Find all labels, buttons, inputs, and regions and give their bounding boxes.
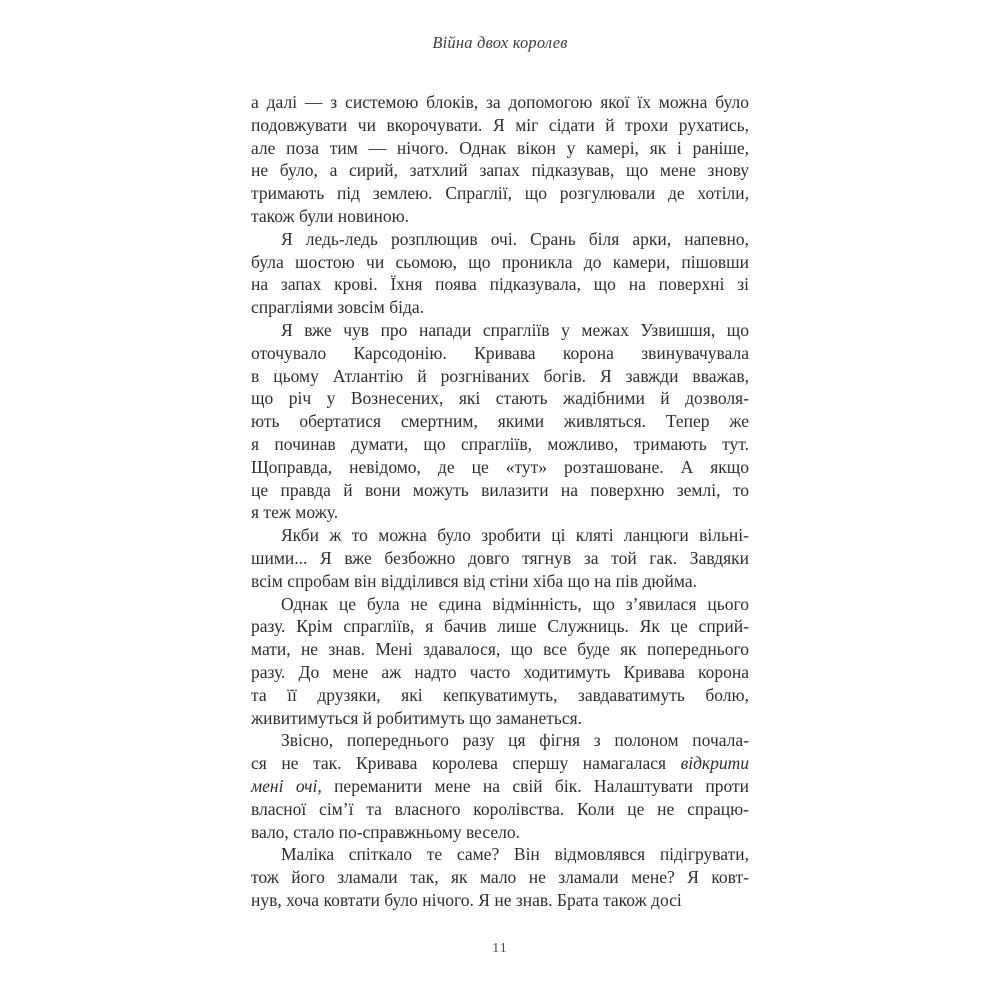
- text-line: спрагліями зовсім біда.: [251, 297, 425, 318]
- paragraph: [251, 319, 749, 524]
- text-line: в цьому Атлантію й розгніваних богів. Я завжди вважав,: [251, 365, 749, 386]
- text-line: але поза тим — нічого. Однак вікон у камері, як і раніше,: [251, 137, 749, 158]
- text-line: не було, а сирий, затхлий запах підказував, що мене знову: [251, 160, 749, 181]
- text-line: Якби ж то можна було зробити ці кляті ланцюги вільні-: [281, 525, 749, 546]
- paragraph: [251, 228, 749, 319]
- text-line: та її друзяки, які кепкуватимуть, завдаватимуть болю,: [251, 684, 749, 705]
- text-line: Я ледь-ледь розплющив очі. Срань біля арки, напевно,: [281, 228, 749, 249]
- text-line: це правда й вони можуть вилазити на поверхню землі, то: [251, 479, 749, 500]
- text-line: Однак це була не єдина відмінність, що з’явилася цього: [281, 593, 749, 614]
- text-line: тримають під землею. Спраглії, що розгулювали де хотіли,: [251, 183, 749, 204]
- text-line: шими... Я вже безбожно довго тягнув за той гак. Завдяки: [251, 547, 749, 568]
- text-line: ють обертатися смертним, якими живляться. Тепер же: [251, 411, 749, 432]
- paragraph: [251, 91, 749, 228]
- text-line: Я вже чув про напади спрагліїв у межах Узвишшя, що: [281, 319, 749, 340]
- text-line: я теж можу.: [251, 502, 339, 523]
- text-line: вало, стало по-справжньому весело.: [251, 821, 520, 842]
- text-line: мені очі, переманити мене на свій бік. Налаштувати проти: [251, 775, 749, 796]
- text-line: власної сім’ї та власного королівства. Коли це не спрацю-: [251, 798, 749, 819]
- paragraph: [251, 843, 749, 911]
- text-line: Маліка спіткало те саме? Він відмовлявся підігрувати,: [281, 844, 749, 865]
- page-number: 11: [492, 941, 508, 956]
- text-line: була шостою чи сьомою, що проникла до камери, пішовши: [251, 251, 749, 272]
- text-line: подовжувати чи вкорочувати. Я міг сідати й трохи рухатись,: [251, 114, 749, 135]
- text-line: ся не так. Кривава королева спершу намагалася відкрити: [251, 753, 749, 774]
- text-line: що річ у Вознесених, які стають жадібними й дозволя-: [251, 388, 749, 409]
- text-line: тож його зламали так, як мало не зламали мене? Я ковт-: [251, 867, 749, 888]
- text-line: мати, не знав. Мені здавалося, що все буде як попереднього: [251, 639, 749, 660]
- text-line: разу. До мене аж надто часто ходитимуть Кривава корона: [251, 661, 749, 682]
- text-line: живитимуться й робитимуть що заманеться.: [251, 707, 583, 728]
- text-line: на запах крові. Їхня поява підказувала, що на поверхні зі: [251, 274, 749, 295]
- text-line: всім спробам він відділився від стіни хіба що на пів дюйма.: [251, 570, 697, 591]
- paragraph: [251, 729, 749, 843]
- text-line: також були новиною.: [251, 205, 410, 226]
- text-line: Щоправда, невідомо, де це «тут» розташоване. А якщо: [251, 456, 749, 477]
- paragraph: [251, 593, 749, 730]
- text-line: я починав думати, що спрагліїв, можливо, тримають тут.: [251, 433, 749, 454]
- text-line: нув, хоча ковтати було нічого. Я не знав. Брата також досі: [251, 889, 682, 910]
- running-header: Війна двох королев: [432, 33, 568, 52]
- paragraph: [251, 524, 749, 592]
- text-line: оточувало Карсодонію. Кривава корона звинувачувала: [251, 342, 749, 363]
- text-line: а далі — з системою блоків, за допомогою якої їх можна було: [251, 92, 749, 112]
- text-line: Звісно, попереднього разу ця фігня з полоном почала-: [281, 730, 749, 751]
- text-line: разу. Крім спрагліїв, я бачив лише Служниць. Як це сприй-: [251, 616, 749, 637]
- body-text: [251, 91, 749, 912]
